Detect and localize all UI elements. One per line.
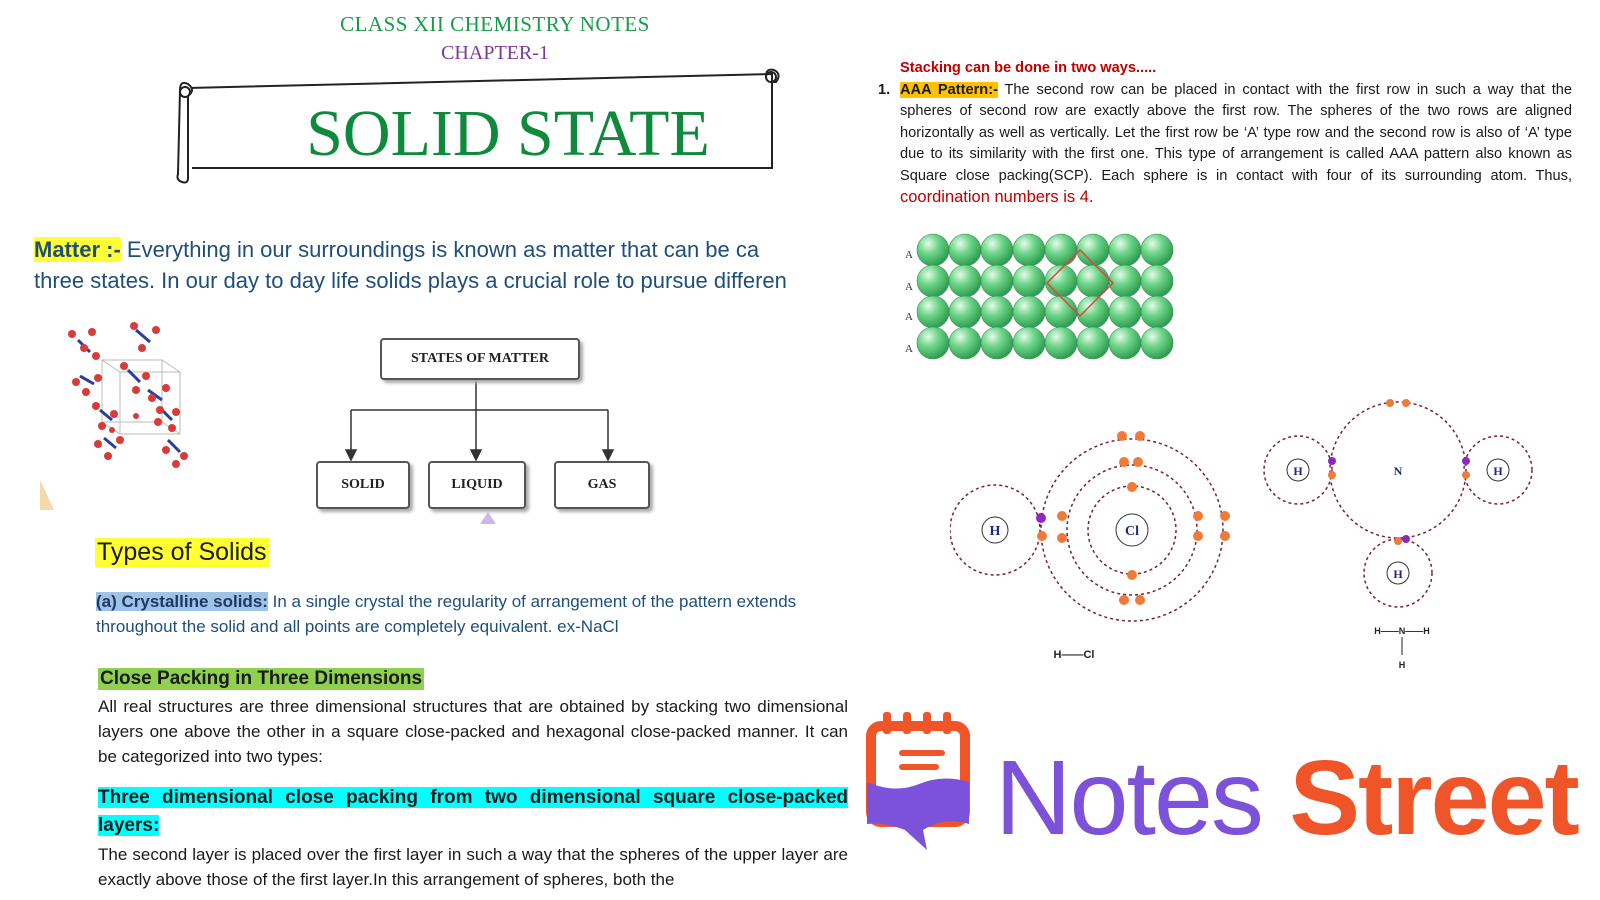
hcl-formula: H——Cl (1053, 649, 1095, 661)
packing-sphere (1077, 296, 1109, 328)
chart-node-root: STATES OF MATTER (380, 338, 580, 380)
packing-sphere (1109, 265, 1141, 297)
chart-node-liquid: LIQUID (428, 461, 526, 509)
packing-sphere (981, 327, 1013, 359)
matter-line2: three states. In our day to day life solids plays a crucial role to pursue differen (34, 268, 787, 293)
packing-sphere (949, 234, 981, 266)
nh3-atom-h3: H (1393, 567, 1403, 581)
packing-sphere (1109, 296, 1141, 328)
page-title: SOLID STATE (306, 97, 710, 170)
matter-line1: Everything in our surroundings is known as matter that can be ca (120, 237, 760, 262)
packing-sphere (917, 265, 949, 297)
square-packing-text: The second layer is placed over the first layer in such a way that the spheres of the upper layer are exactly above those of the first layer.In this arrangement of spheres, both the (98, 845, 848, 889)
brand-word-notes: Notes (995, 739, 1262, 857)
close-packing-heading: Close Packing in Three Dimensions (100, 668, 423, 689)
row-label-2: A (905, 281, 913, 293)
packing-sphere (1109, 234, 1141, 266)
square-packing-heading (98, 784, 848, 840)
packing-sphere (949, 265, 981, 297)
nh3-atom-h1: H (1293, 464, 1303, 478)
matter-definition (34, 234, 854, 296)
chart-node-solid: SOLID (316, 461, 410, 509)
row-label-1: A (905, 249, 913, 261)
aaa-pattern-text: The second row can be placed in contact with the first row in such a way that the spheres of second row are exactly above the first row. The spheres of the two rows are aligned horizontally as well as vertically. Let the first row be ‘A’ type row and the second row is also of ‘A’ type due to its similarity with the first one. This type of arrangement is called AAA pattern also known as Square close packing(SCP). Each sphere is in contact with four of its surrounding atom. Thus, (900, 81, 1573, 184)
packing-sphere (1013, 265, 1045, 297)
list-number: 1. (878, 81, 891, 98)
notepad-logo-icon (865, 712, 975, 852)
packing-sphere (1045, 296, 1077, 328)
nh3-molecule-diagram (1260, 395, 1550, 675)
packing-sphere (949, 327, 981, 359)
packing-sphere (1077, 234, 1109, 266)
nh3-atom-h2: H (1493, 464, 1503, 478)
packing-sphere (1013, 234, 1045, 266)
crystalline-label: (a) Crystalline solids: (96, 592, 268, 611)
packing-sphere (917, 234, 949, 266)
matter-label: Matter :- (34, 237, 121, 262)
row-label-3: A (905, 311, 913, 323)
nh3-formula-bottom: H (1398, 660, 1406, 670)
packing-sphere (917, 327, 949, 359)
crystal-lattice-image (40, 320, 200, 515)
packing-sphere (1013, 327, 1045, 359)
packing-sphere (1045, 234, 1077, 266)
class-heading: CLASS XII CHEMISTRY NOTES (340, 12, 650, 36)
packing-sphere (981, 265, 1013, 297)
stacking-section (878, 58, 1573, 210)
nh3-atom-n: N (1393, 464, 1403, 478)
packing-sphere (917, 296, 949, 328)
square-close-packing-diagram (905, 228, 1215, 378)
coordination-number: coordination numbers is 4. (900, 188, 1094, 206)
packing-sphere (1077, 327, 1109, 359)
packing-sphere (1109, 327, 1141, 359)
row-label-4: A (905, 343, 913, 355)
packing-sphere (981, 234, 1013, 266)
packing-sphere (981, 296, 1013, 328)
packing-sphere (1045, 327, 1077, 359)
types-of-solids-heading: Types of Solids (97, 538, 267, 566)
hcl-atom-cl: Cl (1125, 524, 1139, 539)
chapter-heading: CHAPTER-1 (441, 42, 549, 64)
packing-sphere (1141, 296, 1173, 328)
packing-sphere (1141, 327, 1173, 359)
packing-sphere (1013, 296, 1045, 328)
crystalline-text: In a single crystal the regularity of arrangement of the pattern extends throughout the solid and all points are completely equivalent. ex-NaCl (96, 592, 797, 636)
packing-sphere (949, 296, 981, 328)
close-packing-text: All real structures are three dimensional structures that are obtained by stacking two dimensional layers one above the other in a square close-packed and hexagonal close-packed manner. It can be categorized into two types: (98, 697, 848, 766)
aaa-pattern-label: AAA Pattern:- (900, 81, 998, 98)
packing-sphere (1141, 234, 1173, 266)
hcl-atom-h: H (989, 524, 1001, 539)
stacking-heading: Stacking can be done in two ways..... (900, 60, 1157, 76)
chart-node-gas: GAS (554, 461, 650, 509)
brand-word-street: Street (1289, 739, 1578, 857)
crystalline-paragraph (96, 589, 846, 639)
nh3-formula-top: H——N——H (1374, 626, 1430, 636)
hcl-molecule-diagram (950, 410, 1250, 680)
brand-logo-text (995, 739, 1578, 857)
square-packing-title: Three dimensional close packing from two dimensional square close-packed layers: (98, 787, 848, 836)
packing-sphere (1141, 265, 1173, 297)
